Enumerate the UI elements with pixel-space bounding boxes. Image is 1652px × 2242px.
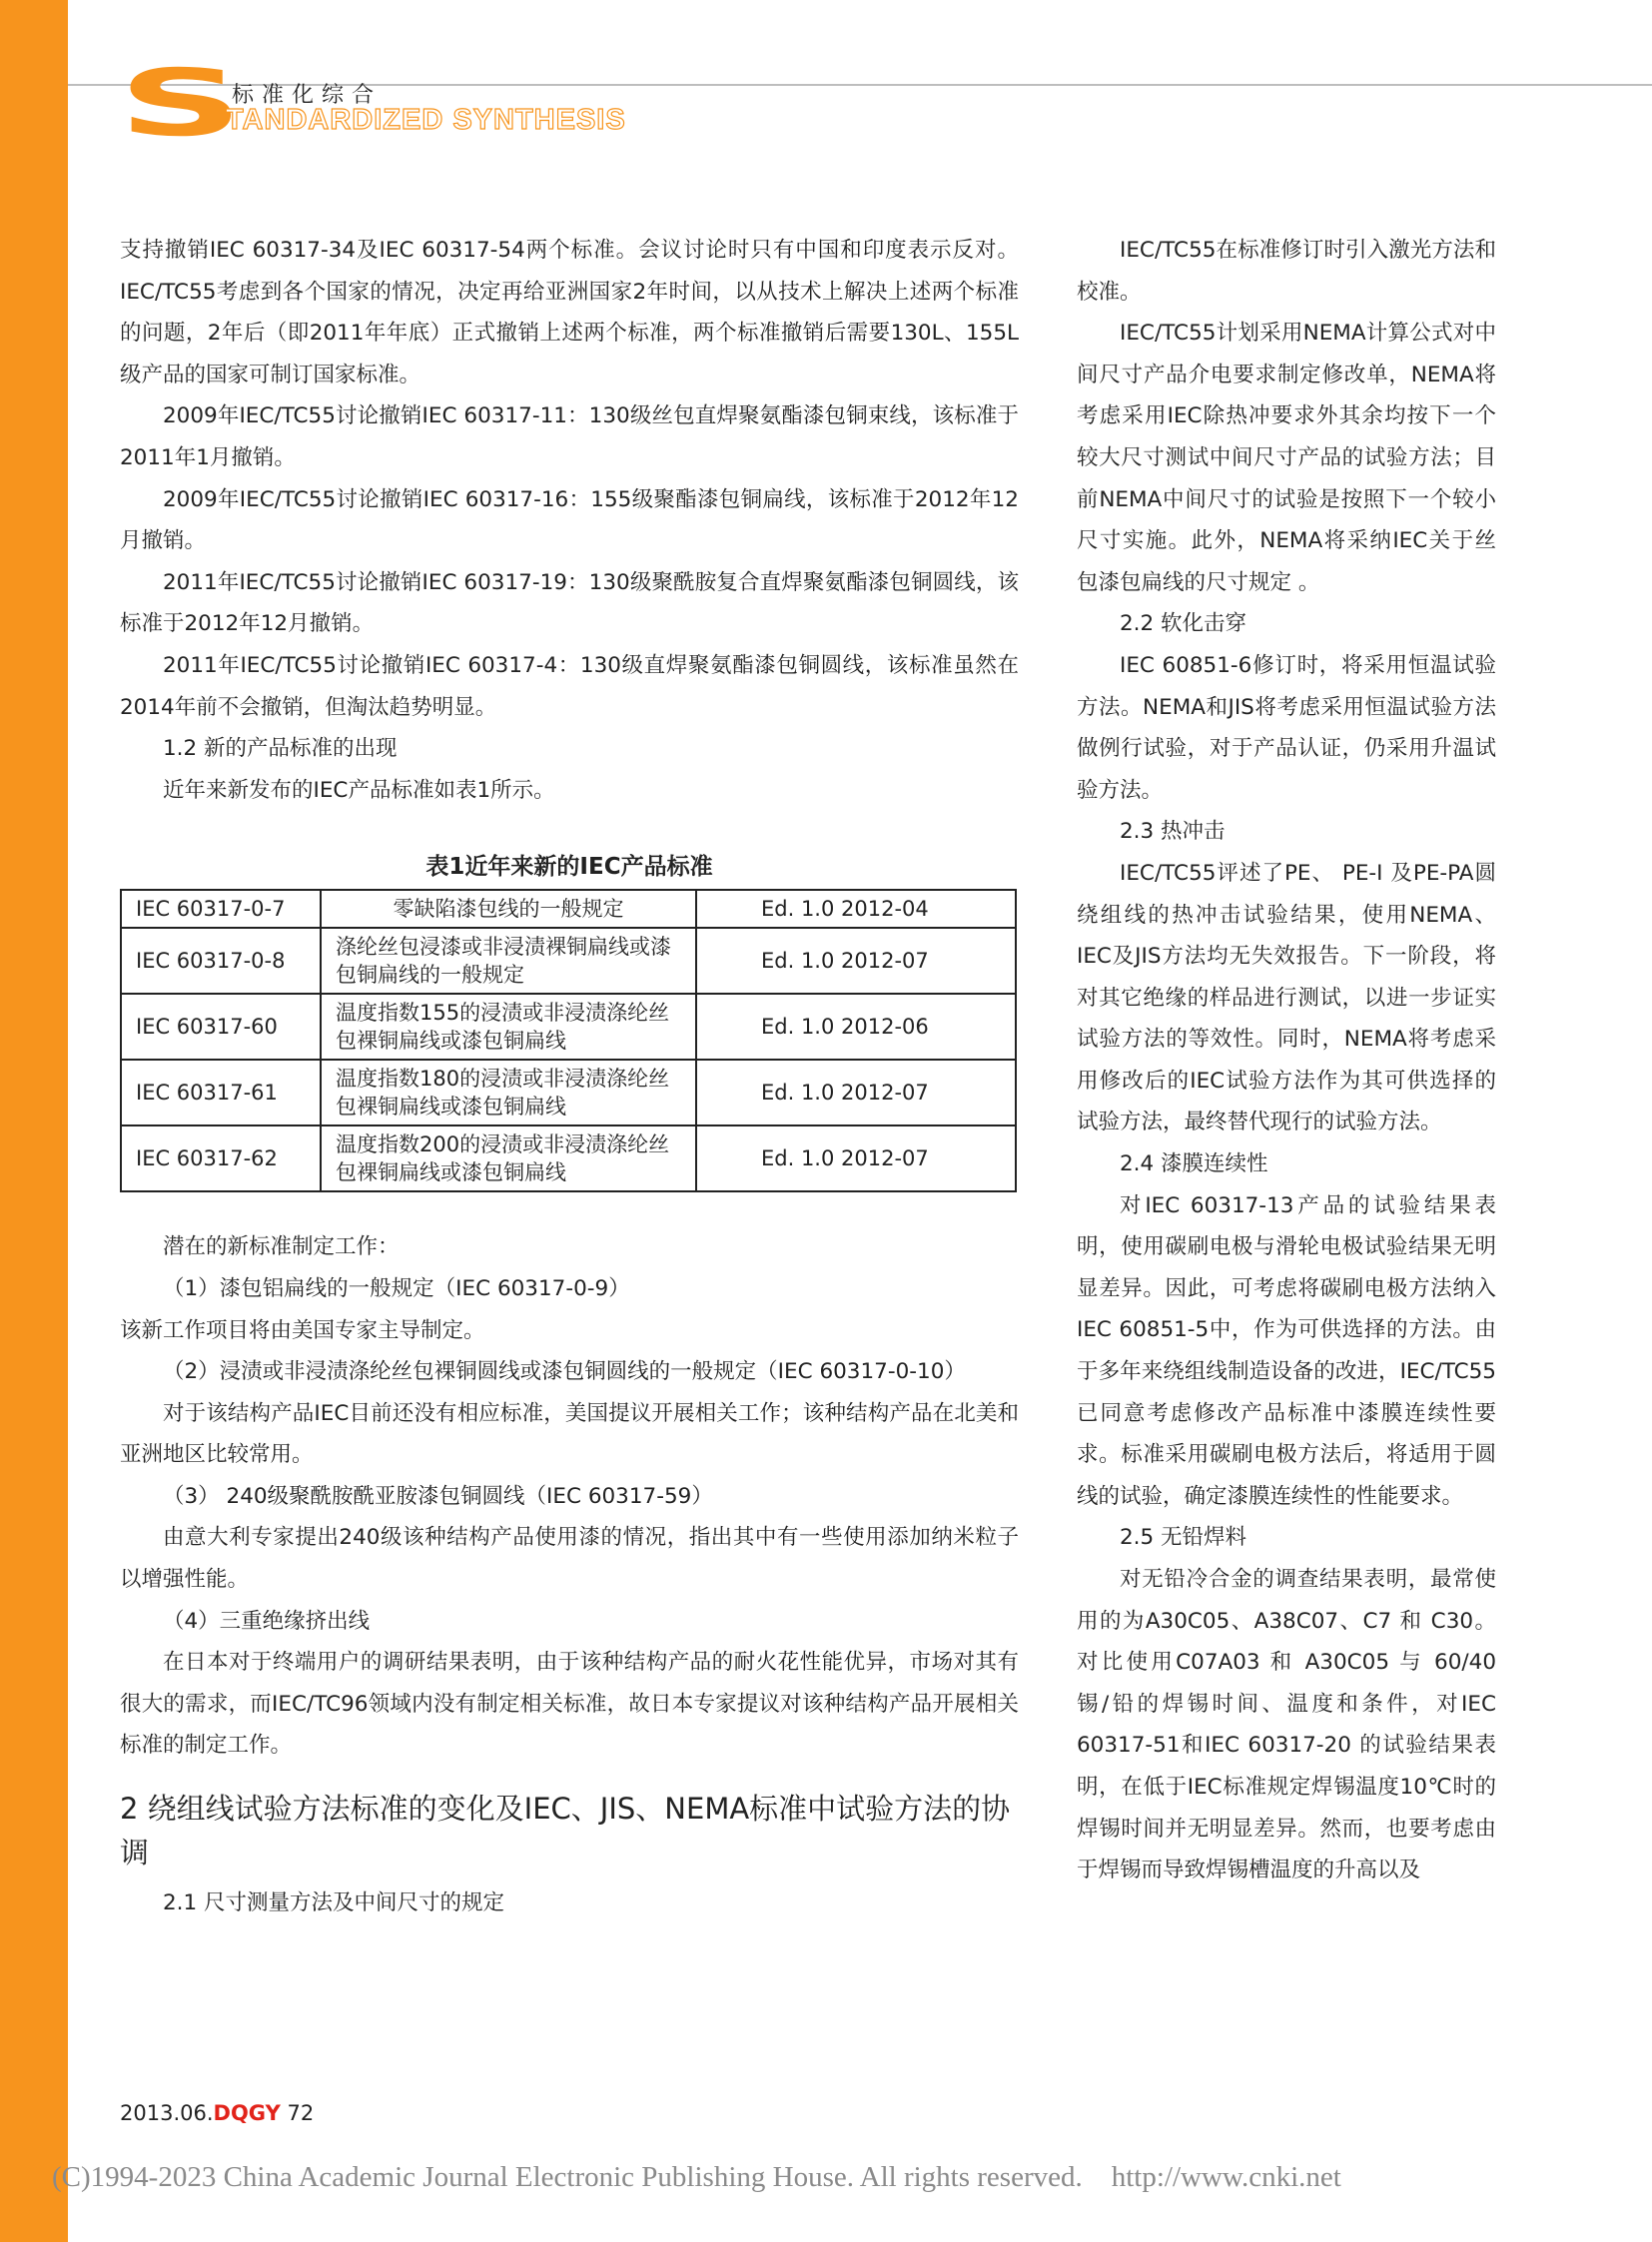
subsection-heading: 1.2 新的产品标准的出现 [163,736,398,762]
list-item: （1）漆包铝扁线的一般规定（IEC 60317-0-9） [163,1275,630,1301]
right-column [1077,230,1496,1891]
table-cell-edition: Ed. 1.0 2012-04 [696,890,1016,928]
paragraph: 2009年IEC/TC55讨论撤销IEC 60317-11：130级丝包直焊聚氨酯漆包铜束线，该标准于2011年1月撤销。 [120,403,1019,470]
subsection-heading: 2.4 漆膜连续性 [1120,1151,1268,1177]
paragraph: 由意大利专家提出240级该种结构产品使用漆的情况，指出其中有一些使用添加纳米粒子以增强性能。 [120,1525,1019,1593]
paragraph: 2011年IEC/TC55讨论撤销IEC 60317-4：130级直焊聚氨酯漆包铜圆线，该标准虽然在2014年前不会撤销，但淘汰趋势明显。 [120,652,1019,720]
page-footer [120,2101,314,2125]
journal-logo-s: S [118,50,244,157]
table-cell-description: 温度指数200的浸渍或非浸渍涤纶丝包裸铜扁线或漆包铜扁线 [321,1125,696,1191]
paragraph: 对于该结构产品IEC目前还没有相应标准，美国提议开展相关工作；该种结构产品在北美和亚洲地区比较常用。 [120,1400,1019,1468]
table-cell-edition: Ed. 1.0 2012-07 [696,928,1016,994]
list-item: （4）三重绝缘挤出线 [163,1608,371,1634]
subsection-heading: 2.3 热冲击 [1120,819,1226,845]
table-cell-description: 涤纶丝包浸漆或非浸渍裸铜扁线或漆包铜扁线的一般规定 [321,928,696,994]
table-title: 表1近年来新的IEC产品标准 [425,854,713,881]
table-cell-code: IEC 60317-62 [121,1125,321,1191]
paragraph: 2011年IEC/TC55讨论撤销IEC 60317-19：130级聚酰胺复合直焊聚氨酯漆包铜圆线，该标准于2012年12月撤销。 [120,569,1019,637]
header-chinese-title: 标准化综合 [232,83,383,108]
orange-side-bar [0,0,68,2242]
table-cell-description: 温度指数155的浸渍或非浸渍涤纶丝包裸铜扁线或漆包铜扁线 [321,994,696,1060]
standards-table [120,889,1017,1192]
paragraph: 该新工作项目将由美国专家主导制定。 [120,1317,485,1343]
page-number: 72 [280,2101,315,2125]
section-heading: 2 绕组线试验方法标准的变化及IEC、JIS、NEMA标准中试验方法的协调 [120,1792,1011,1870]
paragraph: 支持撤销IEC 60317-34及IEC 60317-54两个标准。会议讨论时只有中国和印度表示反对。IEC/TC55考虑到各个国家的情况，决定再给亚洲国家2年时间，以从技术上解决上述两个标准的问题，2年后（即2011年年底）正式撤销上述两个标准，两个标准撤销后需要130L、155L级产品的国家可制订国家标准。 [120,238,1019,387]
table-cell-description: 温度指数180的浸渍或非浸渍涤纶丝包裸铜扁线或漆包铜扁线 [321,1060,696,1125]
table-row [121,928,1016,994]
table-row [121,1125,1016,1191]
table-cell-edition: Ed. 1.0 2012-06 [696,994,1016,1060]
magazine-name: DQGY [213,2101,281,2125]
table-cell-code: IEC 60317-0-7 [121,890,321,928]
table-cell-code: IEC 60317-61 [121,1060,321,1125]
table-cell-edition: Ed. 1.0 2012-07 [696,1125,1016,1191]
left-column [120,230,1019,1924]
subsection-heading: 2.5 无铅焊料 [1120,1525,1247,1551]
paragraph: IEC/TC55计划采用NEMA计算公式对中间尺寸产品介电要求制定修改单，NEMA将考虑采用IEC除热冲要求外其余均按下一个较大尺寸测试中间尺寸产品的试验方法；目前NEMA中间尺寸的试验是按照下一个较小尺寸实施。此外，NEMA将采纳IEC关于丝包漆包扁线的尺寸规定 。 [1077,321,1496,595]
paragraph: 2009年IEC/TC55讨论撤销IEC 60317-16：155级聚酯漆包铜扁线，该标准于2012年12月撤销。 [120,486,1019,554]
table-cell-code: IEC 60317-60 [121,994,321,1060]
issue-date: 2013.06. [120,2101,214,2125]
list-item: （3） 240级聚酰胺酰亚胺漆包铜圆线（IEC 60317-59） [163,1483,713,1509]
paragraph: IEC/TC55在标准修订时引入激光方法和校准。 [1077,238,1496,305]
header-english-title: TANDARDIZED SYNTHESIS [226,104,626,136]
table-row [121,1060,1016,1125]
table-row [121,994,1016,1060]
paragraph: 对无铅冷合金的调查结果表明，最常使用的为A30C05、A38C07、C7 和 C30。对比使用C07A03 和 A30C05 与 60/40 锡/铅的焊锡时间、温度和条件，对IEC 60317-51和IEC 60317-20 的试验结果表明，在低于IEC标准规定焊锡温度10℃时的焊锡时间并无明显差异。然而，也要考虑由于焊锡而导致焊锡槽温度的升高以及 [1077,1567,1496,1883]
subsection-heading: 2.1 尺寸测量方法及中间尺寸的规定 [163,1890,505,1916]
copyright-notice: (C)1994-2023 China Academic Journal Electronic Publishing House. All rights reserved. http://www.cnki.net [52,2161,1341,2193]
table-cell-description: 零缺陷漆包线的一般规定 [321,890,696,928]
paragraph: 对IEC 60317-13产品的试验结果表明，使用碳刷电极与滑轮电极试验结果无明显差异。因此，可考虑将碳刷电极方法纳入IEC 60851-5中，作为可供选择的方法。由于多年来绕组线制造设备的改进，IEC/TC55已同意考虑修改产品标准中漆膜连续性要求。标准采用碳刷电极方法后，将适用于圆线的试验，确定漆膜连续性的性能要求。 [1077,1192,1496,1509]
table-cell-code: IEC 60317-0-8 [121,928,321,994]
subsection-heading: 2.2 软化击穿 [1120,611,1247,637]
paragraph: IEC/TC55评述了PE、 PE-I 及PE-PA圆绕组线的热冲击试验结果，使用NEMA、IEC及JIS方法均无失效报告。下一阶段，将对其它绝缘的样品进行测试，以进一步证实试验方法的等效性。同时，NEMA将考虑采用修改后的IEC试验方法作为其可供选择的试验方法，最终替代现行的试验方法。 [1077,860,1496,1135]
list-item: （2）浸渍或非浸渍涤纶丝包裸铜圆线或漆包铜圆线的一般规定（IEC 60317-0-10） [163,1359,966,1385]
paragraph: 近年来新发布的IEC产品标准如表1所示。 [163,777,555,803]
paragraph: IEC 60851-6修订时，将采用恒温试验方法。NEMA和JIS将考虑采用恒温试验方法做例行试验，对于产品认证，仍采用升温试验方法。 [1077,652,1496,803]
table-cell-edition: Ed. 1.0 2012-07 [696,1060,1016,1125]
table-row [121,890,1016,928]
paragraph: 在日本对于终端用户的调研结果表明，由于该种结构产品的耐火花性能优异，市场对其有很大的需求，而IEC/TC96领域内没有制定相关标准，故日本专家提议对该种结构产品开展相关标准的制定工作。 [120,1650,1019,1759]
paragraph: 潜在的新标准制定工作： [163,1234,400,1260]
